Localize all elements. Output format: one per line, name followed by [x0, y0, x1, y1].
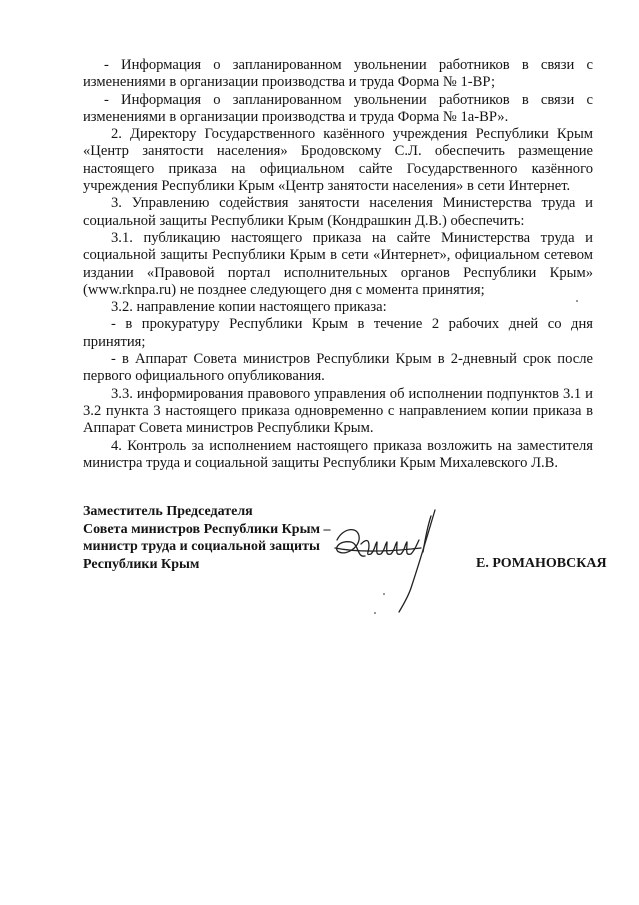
paragraph-item-4: 4. Контроль за исполнением настоящего приказа возложить на заместителя министра труда и социальной защиты Республики Крым Михалевского Л.В.	[83, 437, 593, 471]
signatory-title-line: министр труда и социальной защиты	[83, 539, 320, 554]
paragraph-item-3: 3. Управлению содействия занятости населения Министерства труда и социальной защиты Республики Крым (Кондрашкин Д.В.) обеспечить:	[83, 195, 593, 229]
paragraph-form-1a-vr: - Информация о запланированном увольнении работников в связи с изменениями в организации производства и труда Форма № 1а-ВР».	[83, 91, 593, 125]
scan-speck	[576, 300, 578, 302]
paragraph-item-3-2: 3.2. направление копии настоящего приказа:	[111, 299, 387, 316]
paragraph-item-3-2-prosecutor: - в прокуратуру Республики Крым в течение 2 рабочих дней со дня принятия;	[83, 316, 593, 350]
scan-speck	[374, 612, 376, 614]
paragraph-form-1-vr: - Информация о запланированном увольнении работников в связи с изменениями в организации производства и труда Форма № 1-ВР;	[83, 57, 593, 91]
signatory-title-line: Заместитель Председателя	[83, 504, 253, 519]
paragraph-item-2: 2. Директору Государственного казённого учреждения Республики Крым «Центр занятости населения» Бродовскому С.Л. обеспечить размещение настоящего приказа на официальном сайте Государственного казённого учреждения Республики Крым «Центр занятости населения» в сети Интернет.	[83, 126, 593, 195]
paragraph-item-3-1: 3.1. публикацию настоящего приказа на сайте Министерства труда и социальной защиты Республики Крым в сети «Интернет», официальном сетевом издании «Правовой портал исполнительных органов Республики Крым» (www.rknpa.ru) не позднее следующего дня с момента принятия;	[83, 229, 593, 298]
paragraph-item-3-3: 3.3. информирования правового управления об исполнении подпунктов 3.1 и 3.2 пункта 3 настоящего приказа одновременно с направлением копии приказа в Аппарат Совета министров Республики Крым.	[83, 385, 593, 437]
signatory-title-line: Совета министров Республики Крым –	[83, 521, 331, 537]
handwritten-signature	[325, 500, 455, 620]
paragraph-item-3-2-council: - в Аппарат Совета министров Республики Крым в 2-дневный срок после первого официального опубликования.	[83, 351, 593, 385]
signatory-title-line: Республики Крым	[83, 556, 200, 572]
order-body	[83, 57, 593, 472]
signatory-name: Е. РОМАНОВСКАЯ	[476, 556, 607, 571]
scan-speck	[383, 593, 385, 595]
